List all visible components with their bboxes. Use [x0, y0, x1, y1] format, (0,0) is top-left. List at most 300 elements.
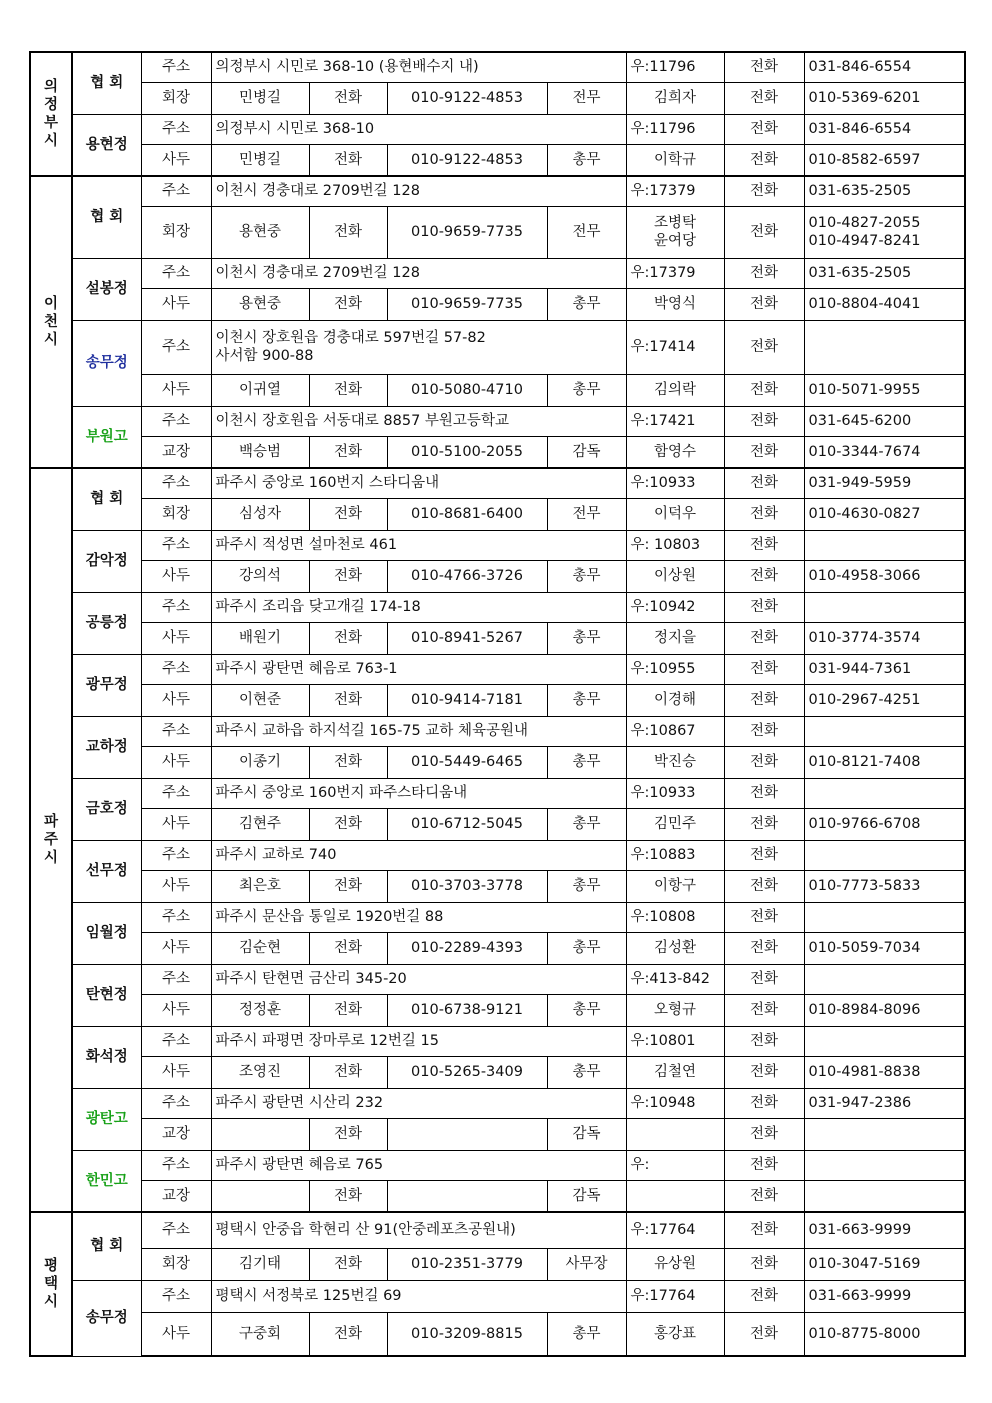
- org-address-row: [30, 530, 965, 560]
- primary-phone: 010-5265-3409: [387, 1056, 547, 1088]
- primary-role: 사두: [141, 932, 211, 964]
- postal-code: 우:17379: [626, 176, 724, 206]
- primary-phone: 010-5080-4710: [387, 374, 547, 406]
- org-address-row: [30, 592, 965, 622]
- primary-name: 강의석: [211, 560, 309, 592]
- secondary-phone: [804, 932, 965, 964]
- phone-label: 전화: [724, 1088, 804, 1118]
- org-address: [211, 592, 626, 622]
- secondary-phone: [804, 684, 965, 716]
- org-contact-row: [30, 994, 965, 1026]
- address-label: 주소: [141, 1026, 211, 1056]
- org-contact-row: [30, 560, 965, 592]
- phone-label: 전화: [724, 468, 804, 498]
- primary-name: 조영진: [211, 1056, 309, 1088]
- org-address: [211, 716, 626, 746]
- org-name: 금호정: [72, 778, 141, 840]
- primary-name: 구중회: [211, 1312, 309, 1356]
- org-contact-row: [30, 374, 965, 406]
- phone-label: 전화: [724, 716, 804, 746]
- secondary-name-text: 유상원: [654, 1256, 697, 1272]
- org-address: [211, 840, 626, 870]
- org-phone: [804, 1150, 965, 1180]
- phone-label: 전화: [309, 932, 387, 964]
- org-address-line: 의정부시 시민로 368-10: [215, 121, 375, 137]
- org-address-row: [30, 406, 965, 436]
- phone-label: 전화: [309, 870, 387, 902]
- primary-name: 민병길: [211, 144, 309, 176]
- org-address: [211, 1026, 626, 1056]
- org-address-line: 파주시 탄현면 금산리 345-20: [215, 971, 407, 987]
- address-label: 주소: [141, 1212, 211, 1248]
- secondary-name: [626, 144, 724, 176]
- org-address-line: 파주시 광탄면 시산리 232: [215, 1095, 384, 1111]
- secondary-name: [626, 288, 724, 320]
- primary-phone: 010-5100-2055: [387, 436, 547, 468]
- secondary-phone: [804, 1248, 965, 1280]
- address-label: 주소: [141, 1088, 211, 1118]
- primary-role: 사두: [141, 1312, 211, 1356]
- primary-role: 사두: [141, 1056, 211, 1088]
- phone-label: 전화: [724, 258, 804, 288]
- secondary-phone: [804, 994, 965, 1026]
- secondary-role: 총무: [547, 932, 626, 964]
- org-phone: 031-645-6200: [804, 406, 965, 436]
- org-contact-row: [30, 498, 965, 530]
- secondary-phone: [804, 374, 965, 406]
- primary-role: 사두: [141, 994, 211, 1026]
- org-address-line: 의정부시 시민로 368-10 (용현배수지 내): [215, 59, 479, 76]
- org-address: [211, 258, 626, 288]
- secondary-role: 전무: [547, 206, 626, 258]
- phone-label: 전화: [724, 1212, 804, 1248]
- secondary-role: 총무: [547, 144, 626, 176]
- phone-label: 전화: [724, 1180, 804, 1212]
- address-label: 주소: [141, 716, 211, 746]
- primary-role: 회장: [141, 82, 211, 114]
- phone-label: 전화: [309, 206, 387, 258]
- phone-label: 전화: [724, 144, 804, 176]
- org-name: 한민고: [72, 1150, 141, 1212]
- secondary-phone-text: 010-3774-3574: [808, 630, 921, 646]
- phone-label: 전화: [724, 654, 804, 684]
- address-label: 주소: [141, 592, 211, 622]
- phone-label: 전화: [309, 1056, 387, 1088]
- postal-code: 우:413-842: [626, 964, 724, 994]
- primary-role: 사두: [141, 288, 211, 320]
- secondary-phone: [804, 1312, 965, 1356]
- secondary-name-text: 오형규: [654, 1002, 697, 1018]
- secondary-name-text: 박진승: [654, 754, 697, 770]
- city-name: [30, 468, 72, 1212]
- org-name: 협 회: [72, 468, 141, 530]
- secondary-role: 총무: [547, 560, 626, 592]
- secondary-name-text: 이경해: [654, 692, 697, 708]
- org-contact-row: [30, 1118, 965, 1150]
- org-phone: 031-635-2505: [804, 176, 965, 206]
- secondary-phone-text: 010-7773-5833: [808, 878, 921, 894]
- phone-label: 전화: [309, 560, 387, 592]
- phone-label: 전화: [724, 288, 804, 320]
- secondary-role: 사무장: [547, 1248, 626, 1280]
- org-address-line: 파주시 파평면 장마루로 12번길 15: [215, 1033, 439, 1049]
- secondary-phone-text-2: 010-4947-8241: [808, 233, 921, 249]
- phone-label: 전화: [724, 436, 804, 468]
- secondary-phone-text: 010-4630-0827: [808, 506, 921, 522]
- phone-label: 전화: [309, 374, 387, 406]
- org-name: 송무정: [72, 320, 141, 406]
- primary-name: 김기태: [211, 1248, 309, 1280]
- secondary-phone-text: 010-3047-5169: [808, 1256, 921, 1272]
- address-label: 주소: [141, 840, 211, 870]
- secondary-role: 총무: [547, 808, 626, 840]
- secondary-name: [626, 994, 724, 1026]
- phone-label: 전화: [309, 684, 387, 716]
- org-phone: 031-949-5959: [804, 468, 965, 498]
- secondary-phone: [804, 1180, 965, 1212]
- org-name: 교하정: [72, 716, 141, 778]
- primary-role: 사두: [141, 144, 211, 176]
- org-address: [211, 654, 626, 684]
- org-phone: [804, 964, 965, 994]
- org-address-row: [30, 840, 965, 870]
- secondary-role: 총무: [547, 684, 626, 716]
- org-name: 협 회: [72, 52, 141, 114]
- secondary-name-text: 이상원: [654, 568, 697, 584]
- primary-phone: 010-6738-9121: [387, 994, 547, 1026]
- primary-phone: 010-9659-7735: [387, 288, 547, 320]
- secondary-name-text: 김성환: [654, 940, 697, 956]
- secondary-phone-text: 010-8984-8096: [808, 1002, 921, 1018]
- primary-phone: [387, 1180, 547, 1212]
- phone-label: 전화: [309, 82, 387, 114]
- org-address: [211, 320, 626, 374]
- address-label: 주소: [141, 778, 211, 808]
- secondary-name-text: 정지을: [654, 630, 697, 646]
- primary-role: 사두: [141, 870, 211, 902]
- org-phone: [804, 716, 965, 746]
- org-name: 설봉정: [72, 258, 141, 320]
- org-address-row: [30, 52, 965, 82]
- org-address-line: 이천시 장호원읍 경충대로 597번길 57-82: [215, 330, 486, 346]
- secondary-name: [626, 374, 724, 406]
- phone-label: 전화: [724, 206, 804, 258]
- address-label: 주소: [141, 654, 211, 684]
- primary-phone: 010-8941-5267: [387, 622, 547, 654]
- secondary-name: [626, 746, 724, 778]
- secondary-role: 총무: [547, 288, 626, 320]
- secondary-name: [626, 870, 724, 902]
- primary-role: 사두: [141, 746, 211, 778]
- org-address-row: [30, 258, 965, 288]
- primary-name: 심성자: [211, 498, 309, 530]
- primary-name: 최은호: [211, 870, 309, 902]
- org-address-row: [30, 964, 965, 994]
- org-contact-row: [30, 1180, 965, 1212]
- org-phone: 031-944-7361: [804, 654, 965, 684]
- secondary-role: 총무: [547, 622, 626, 654]
- secondary-phone: [804, 746, 965, 778]
- postal-code: 우:17764: [626, 1280, 724, 1312]
- org-name: 공릉정: [72, 592, 141, 654]
- phone-label: 전화: [724, 746, 804, 778]
- address-label: 주소: [141, 964, 211, 994]
- primary-role: 사두: [141, 684, 211, 716]
- org-phone: 031-947-2386: [804, 1088, 965, 1118]
- phone-label: 전화: [724, 176, 804, 206]
- org-address-row: [30, 176, 965, 206]
- city-name-text: 평택시: [43, 1258, 58, 1310]
- org-contact-row: [30, 808, 965, 840]
- postal-code: 우:10933: [626, 468, 724, 498]
- org-name: 광탄고: [72, 1088, 141, 1150]
- org-address-row: [30, 114, 965, 144]
- org-address: [211, 1212, 626, 1248]
- phone-label: 전화: [309, 144, 387, 176]
- phone-label: 전화: [309, 622, 387, 654]
- secondary-name: [626, 1312, 724, 1356]
- primary-role: 교장: [141, 1180, 211, 1212]
- primary-phone: 010-3703-3778: [387, 870, 547, 902]
- primary-phone: 010-4766-3726: [387, 560, 547, 592]
- primary-role: 회장: [141, 206, 211, 258]
- org-phone: [804, 1026, 965, 1056]
- address-label: 주소: [141, 176, 211, 206]
- secondary-name-text: 김의락: [654, 382, 697, 398]
- org-address-row: [30, 1088, 965, 1118]
- secondary-name-text: 이덕우: [654, 506, 697, 522]
- secondary-phone: [804, 436, 965, 468]
- address-label: 주소: [141, 1150, 211, 1180]
- org-contact-row: [30, 746, 965, 778]
- postal-code: 우:10948: [626, 1088, 724, 1118]
- secondary-phone-text: 010-5059-7034: [808, 940, 921, 956]
- secondary-name: [626, 82, 724, 114]
- org-contact-row: [30, 144, 965, 176]
- phone-label: 전화: [724, 808, 804, 840]
- postal-code: 우:17414: [626, 320, 724, 374]
- org-address-line: 파주시 중앙로 160번지 파주스타디움내: [215, 785, 468, 801]
- secondary-name-text-2: 윤여당: [654, 233, 697, 249]
- postal-code: 우:17379: [626, 258, 724, 288]
- postal-code: 우:: [626, 1150, 724, 1180]
- secondary-name-text: 김민주: [654, 816, 697, 832]
- org-address: [211, 778, 626, 808]
- phone-label: 전화: [724, 1280, 804, 1312]
- secondary-name-text: 김희자: [654, 90, 697, 106]
- postal-code: 우:17764: [626, 1212, 724, 1248]
- city-name-text: 파주시: [43, 814, 58, 866]
- city-name-text: 이천시: [43, 296, 58, 348]
- address-label: 주소: [141, 320, 211, 374]
- primary-phone: 010-2289-4393: [387, 932, 547, 964]
- primary-phone: 010-5449-6465: [387, 746, 547, 778]
- phone-label: 전화: [309, 994, 387, 1026]
- org-phone: 031-663-9999: [804, 1280, 965, 1312]
- secondary-name: [626, 1180, 724, 1212]
- primary-name: 김순현: [211, 932, 309, 964]
- secondary-phone: [804, 206, 965, 258]
- org-contact-row: [30, 206, 965, 258]
- org-name: 선무정: [72, 840, 141, 902]
- org-contact-row: [30, 1248, 965, 1280]
- org-contact-row: [30, 436, 965, 468]
- primary-phone: [387, 1118, 547, 1150]
- secondary-role: 감독: [547, 1180, 626, 1212]
- org-contact-row: [30, 622, 965, 654]
- phone-label: 전화: [724, 1248, 804, 1280]
- org-address: [211, 1280, 626, 1312]
- secondary-name: [626, 808, 724, 840]
- primary-name: 백승범: [211, 436, 309, 468]
- org-address: [211, 902, 626, 932]
- phone-label: 전화: [309, 288, 387, 320]
- primary-role: 교장: [141, 436, 211, 468]
- org-address: [211, 406, 626, 436]
- postal-code: 우:10867: [626, 716, 724, 746]
- primary-phone: 010-9122-4853: [387, 82, 547, 114]
- postal-code: 우:17421: [626, 406, 724, 436]
- phone-label: 전화: [724, 406, 804, 436]
- org-address-row: [30, 1150, 965, 1180]
- org-address-row: [30, 1026, 965, 1056]
- org-phone: 031-663-9999: [804, 1212, 965, 1248]
- org-address: [211, 530, 626, 560]
- secondary-name: [626, 684, 724, 716]
- phone-label: 전화: [724, 52, 804, 82]
- secondary-phone-text: 010-9766-6708: [808, 816, 921, 832]
- org-address-line: 이천시 경충대로 2709번길 128: [215, 183, 420, 200]
- primary-name: 용현중: [211, 206, 309, 258]
- org-address: [211, 114, 626, 144]
- org-address-line: 파주시 광탄면 혜음로 763-1: [215, 661, 398, 677]
- org-address-line: 이천시 경충대로 2709번길 128: [215, 265, 420, 281]
- phone-label: 전화: [724, 932, 804, 964]
- primary-name: 배원기: [211, 622, 309, 654]
- primary-name: 이종기: [211, 746, 309, 778]
- address-label: 주소: [141, 406, 211, 436]
- secondary-phone: [804, 82, 965, 114]
- org-phone: [804, 778, 965, 808]
- org-address: [211, 176, 626, 206]
- secondary-phone-text: 010-8804-4041: [808, 296, 921, 312]
- org-contact-row: [30, 1056, 965, 1088]
- primary-name: [211, 1180, 309, 1212]
- phone-label: 전화: [724, 320, 804, 374]
- phone-label: 전화: [724, 684, 804, 716]
- secondary-role: 총무: [547, 746, 626, 778]
- club-directory-table: [29, 51, 966, 1357]
- secondary-phone-text: 010-4981-8838: [808, 1064, 921, 1080]
- org-address-line: 평택시 안중읍 학현리 산 91(안중레포츠공원내): [215, 1222, 516, 1239]
- org-contact-row: [30, 684, 965, 716]
- city-name-text: 의정부시: [43, 79, 58, 149]
- city-name: [30, 176, 72, 468]
- secondary-phone: [804, 498, 965, 530]
- org-address-row: [30, 654, 965, 684]
- primary-name: 용현중: [211, 288, 309, 320]
- phone-label: 전화: [309, 1248, 387, 1280]
- postal-code: 우: 10803: [626, 530, 724, 560]
- secondary-phone-text: 010-2967-4251: [808, 692, 921, 708]
- address-label: 주소: [141, 258, 211, 288]
- secondary-role: 전무: [547, 82, 626, 114]
- secondary-name: [626, 622, 724, 654]
- phone-label: 전화: [309, 746, 387, 778]
- phone-label: 전화: [724, 498, 804, 530]
- phone-label: 전화: [724, 1026, 804, 1056]
- org-name: 부원고: [72, 406, 141, 468]
- primary-phone: 010-2351-3779: [387, 1248, 547, 1280]
- org-phone: [804, 320, 965, 374]
- secondary-name: [626, 498, 724, 530]
- primary-role: 교장: [141, 1118, 211, 1150]
- org-contact-row: [30, 82, 965, 114]
- secondary-name: [626, 560, 724, 592]
- primary-role: 회장: [141, 1248, 211, 1280]
- org-address-row: [30, 1280, 965, 1312]
- org-address-row: [30, 320, 965, 374]
- org-address: [211, 468, 626, 498]
- phone-label: 전화: [724, 622, 804, 654]
- phone-label: 전화: [724, 902, 804, 932]
- secondary-name: [626, 436, 724, 468]
- secondary-phone-text: 010-5071-9955: [808, 382, 921, 398]
- secondary-phone-text: 010-4827-2055: [808, 215, 921, 231]
- org-address: [211, 1150, 626, 1180]
- address-label: 주소: [141, 114, 211, 144]
- secondary-phone: [804, 870, 965, 902]
- org-address-row: [30, 1212, 965, 1248]
- secondary-name: [626, 1118, 724, 1150]
- org-phone: [804, 592, 965, 622]
- secondary-name-text: 함영수: [654, 443, 697, 460]
- org-name: 임월정: [72, 902, 141, 964]
- secondary-role: 총무: [547, 374, 626, 406]
- org-phone: 031-635-2505: [804, 258, 965, 288]
- postal-code: 우:10801: [626, 1026, 724, 1056]
- org-address-line: 파주시 적성면 설마천로 461: [215, 537, 398, 553]
- org-address-row: [30, 468, 965, 498]
- phone-label: 전화: [309, 808, 387, 840]
- org-address-line: 파주시 교하읍 하지석길 165-75 교하 체육공원내: [215, 723, 529, 739]
- secondary-name: [626, 932, 724, 964]
- org-address: [211, 1088, 626, 1118]
- secondary-role: 총무: [547, 870, 626, 902]
- org-name: 협 회: [72, 176, 141, 258]
- secondary-role: 총무: [547, 994, 626, 1026]
- org-contact-row: [30, 1312, 965, 1356]
- secondary-phone-text: 010-3344-7674: [808, 443, 921, 460]
- org-name: 용현정: [72, 114, 141, 176]
- city-name: [30, 52, 72, 176]
- org-phone: [804, 902, 965, 932]
- phone-label: 전화: [724, 1150, 804, 1180]
- phone-label: 전화: [724, 560, 804, 592]
- phone-label: 전화: [724, 778, 804, 808]
- org-address: [211, 52, 626, 82]
- org-address-row: [30, 902, 965, 932]
- secondary-role: 감독: [547, 436, 626, 468]
- secondary-name-text: 박영식: [654, 296, 697, 312]
- org-address-row: [30, 778, 965, 808]
- secondary-name-text: 이학규: [654, 151, 697, 168]
- secondary-phone-text: 010-8121-7408: [808, 754, 921, 770]
- city-name: [30, 1212, 72, 1356]
- org-name: 협 회: [72, 1212, 141, 1280]
- primary-name: 김현주: [211, 808, 309, 840]
- primary-name: 이현준: [211, 684, 309, 716]
